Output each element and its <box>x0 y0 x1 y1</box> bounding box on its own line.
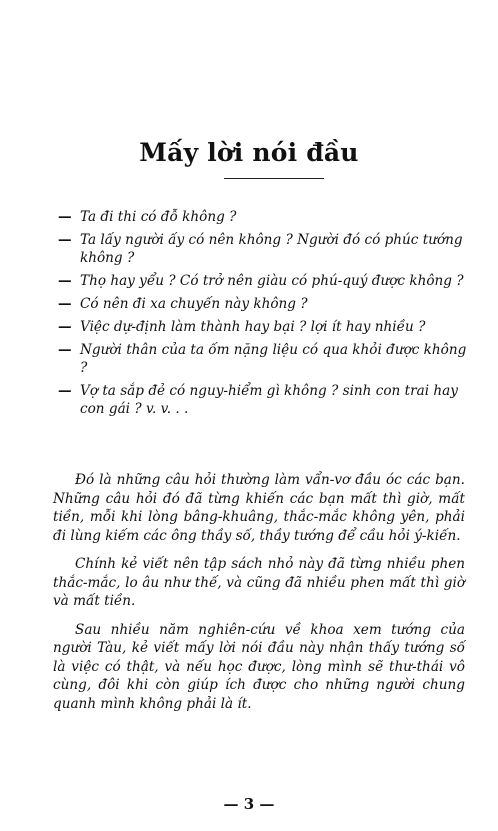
question-text: Ta đi thi có đỗ không ? <box>80 209 237 225</box>
question-text: Ta lấy người ấy có nên không ? Người đó có phúc tướng không ? <box>80 232 463 266</box>
list-dash: — <box>58 209 72 225</box>
list-dash: — <box>58 342 72 358</box>
question-text: Việc dự-định làm thành hay bại ? lợi ít hay nhiều ? <box>80 319 426 335</box>
page-number: — 3 — <box>223 795 275 813</box>
list-dash: — <box>58 296 72 312</box>
body-text <box>53 471 465 723</box>
paragraph: Đó là những câu hỏi thường làm vẩn-vơ đầu óc các bạn. Những câu hỏi đó đã từng khiến các bạn mất thì giờ, mất tiền, mỗi khi lòng bâng-khuâng, thắc-mắc không yên, phải đi lùng kiếm các ông thầy số, thầy tướng để cầu hỏi ý-kiến. <box>53 472 465 544</box>
question-item <box>58 208 468 226</box>
list-dash: — <box>58 232 72 248</box>
question-text: Có nên đi xa chuyến này không ? <box>80 296 308 312</box>
title-underline <box>224 178 324 179</box>
page-title: Mấy lời nói đầu <box>139 138 359 167</box>
question-text: Thọ hay yểu ? Có trở nên giàu có phú-quý được không ? <box>80 273 464 289</box>
question-text: Vợ ta sắp đẻ có nguy-hiểm gì không ? sinh con trai hay con gái ? v. v. . . <box>80 383 458 417</box>
question-list <box>58 208 468 423</box>
question-item <box>58 231 468 267</box>
list-dash: — <box>58 273 72 289</box>
list-dash: — <box>58 383 72 399</box>
question-item <box>58 272 468 290</box>
question-item <box>58 295 468 313</box>
question-item <box>58 382 468 418</box>
list-dash: — <box>58 319 72 335</box>
question-text: Người thân của ta ốm nặng liệu có qua khỏi được không ? <box>80 342 467 376</box>
question-item <box>58 318 468 336</box>
paragraph: Chính kẻ viết nên tập sách nhỏ này đã từng nhiều phen thắc-mắc, lo âu như thế, và cũng đã nhiều phen mất thì giờ và mất tiền. <box>53 556 465 609</box>
question-item <box>58 341 468 377</box>
paragraph: Sau nhiều năm nghiên-cứu về khoa xem tướng của người Tàu, kẻ viết mấy lời nói đầu này nhận thấy tướng số là việc có thật, và nếu học được, lòng mình sẽ thư-thái vô cùng, đôi khi còn giúp ích được cho những người chung quanh mình không phải là ít. <box>53 621 465 712</box>
